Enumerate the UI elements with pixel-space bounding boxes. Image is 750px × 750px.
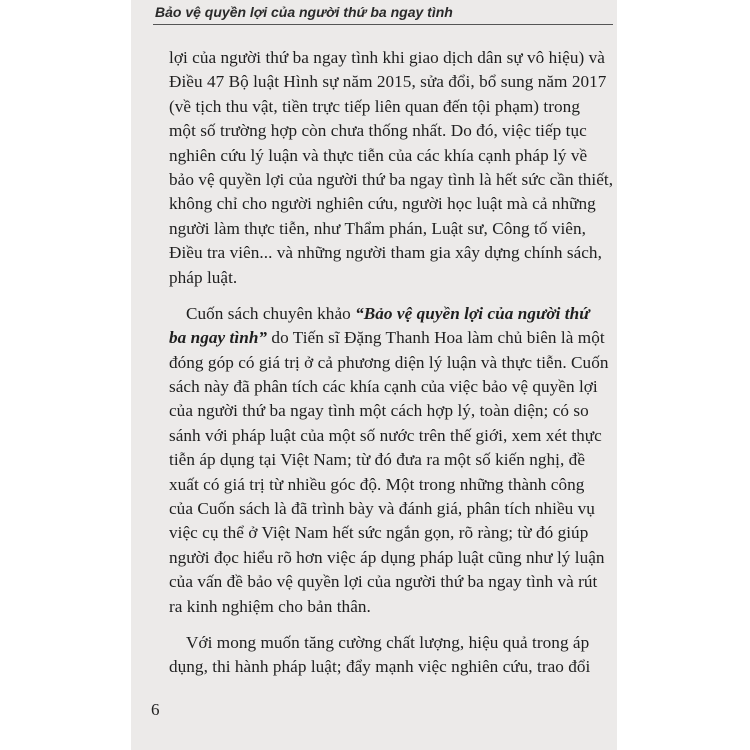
- paragraph-2: [169, 302, 609, 619]
- text-line: Điều tra viên... và những người tham gia xây dựng chính sách,: [169, 243, 602, 263]
- body-text: [169, 46, 614, 692]
- text-line: pháp luật.: [169, 267, 238, 287]
- running-header: Bảo vệ quyền lợi của người thứ ba ngay tình: [155, 4, 453, 20]
- text-line: xuất có giá trị từ nhiều góc độ. Một trong những thành công: [169, 474, 585, 494]
- page-number: 6: [151, 700, 160, 719]
- text-line: của người thứ ba ngay tình một cách hợp lý, toàn diện; có so: [169, 401, 589, 421]
- text-line: không chỉ cho người nghiên cứu, người học luật mà cả những: [169, 194, 596, 214]
- text-line: lợi của người thứ ba ngay tình khi giao dịch dân sự vô hiệu) và: [169, 48, 605, 67]
- paragraph-3: [169, 631, 609, 680]
- text-line: của Cuốn sách là đã trình bày và đánh giá, phân tích nhiều vụ: [169, 499, 595, 519]
- text-line: việc cụ thể ở Việt Nam hết sức ngắn gọn, rõ ràng; từ đó giúp: [169, 523, 589, 543]
- book-page: [131, 0, 617, 750]
- text-line: ra kinh nghiệm cho bản thân.: [169, 596, 371, 616]
- text-line: đóng góp có giá trị ở cả phương diện lý luận và thực tiễn. Cuốn: [169, 352, 609, 372]
- text-line: một số trường hợp còn chưa thống nhất. Do đó, việc tiếp tục: [169, 121, 587, 141]
- text-line: tiễn áp dụng tại Việt Nam; từ đó đưa ra một số kiến nghị, đề: [169, 450, 585, 470]
- text-line: của vấn đề bảo vệ quyền lợi của người thứ ba ngay tình và rút: [169, 572, 598, 592]
- text-line: [169, 326, 609, 350]
- text-line: sánh với pháp luật của một số nước trên thế giới, xem xét thực: [169, 425, 602, 445]
- text-line: người làm thực tiễn, như Thẩm phán, Luật sư, Công tố viên,: [169, 218, 586, 238]
- text-line: người đọc hiểu rõ hơn việc áp dụng pháp luật cũng như lý luận: [169, 547, 605, 567]
- book-title-run: ba ngay tình”: [169, 328, 268, 348]
- text-run: Cuốn sách chuyên khảo: [186, 303, 356, 323]
- text-line: nghiên cứu lý luận và thực tiễn của các khía cạnh pháp lý về: [169, 145, 588, 165]
- text-line: bảo vệ quyền lợi của người thứ ba ngay tình là hết sức cần thiết,: [169, 169, 614, 189]
- text-line: Với mong muốn tăng cường chất lượng, hiệu quả trong áp: [186, 632, 590, 652]
- text-line: sách này đã phân tích các khía cạnh của việc bảo vệ quyền lợi: [169, 377, 598, 397]
- text-line: (về tịch thu vật, tiền trực tiếp liên quan đến tội phạm) trong: [169, 96, 580, 116]
- text-run: do Tiến sĩ Đặng Thanh Hoa làm chủ biên là một: [267, 328, 605, 348]
- text-line: [169, 302, 609, 326]
- book-title-run: “Bảo vệ quyền lợi của người thứ: [355, 303, 590, 323]
- text-line: dụng, thi hành pháp luật; đẩy mạnh việc nghiên cứu, trao đổi: [169, 657, 591, 677]
- header-rule: [153, 24, 613, 25]
- paragraph-1: [169, 46, 614, 290]
- text-line: Điều 47 Bộ luật Hình sự năm 2015, sửa đổi, bổ sung năm 2017: [169, 72, 607, 92]
